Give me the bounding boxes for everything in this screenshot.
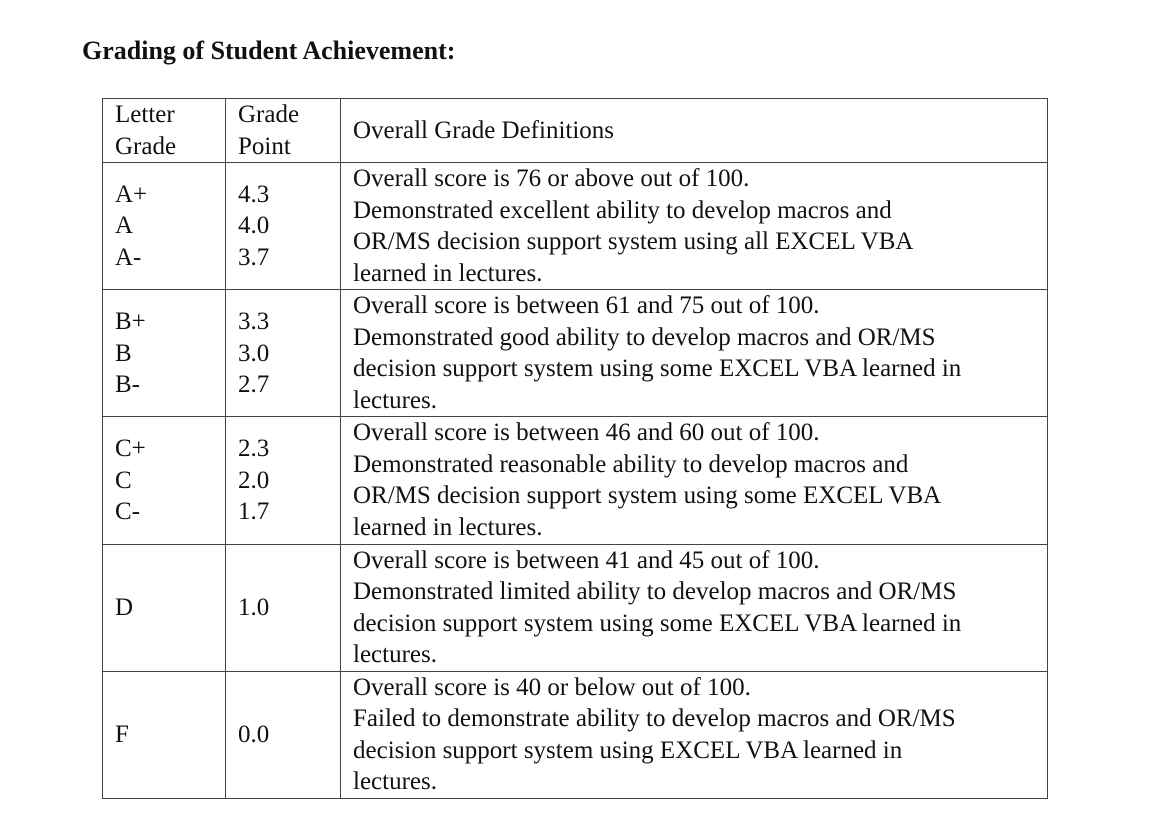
table-row — [103, 417, 1048, 544]
definition-line: Overall score is 40 or below out of 100. — [353, 673, 751, 701]
definition-cell — [341, 290, 1048, 417]
definition-line: OR/MS decision support system using some EXCEL VBA — [353, 482, 942, 510]
definition-cell — [341, 163, 1048, 290]
definition-line: Demonstrated good ability to develop macros and OR/MS — [353, 323, 936, 351]
definition-line: Demonstrated excellent ability to develop macros and — [353, 196, 892, 224]
grade-point: 4.0 — [238, 212, 270, 240]
grade-point: 2.3 — [238, 435, 270, 463]
definition-line: lectures. — [353, 386, 437, 414]
letter-grade-cell — [103, 544, 226, 671]
grade-point-cell — [226, 163, 341, 290]
grading-table — [102, 98, 1048, 799]
definition-line: lectures. — [353, 641, 437, 669]
definition-cell — [341, 417, 1048, 544]
grade-point: 3.7 — [238, 243, 270, 271]
letter-grade-cell — [103, 163, 226, 290]
letter-grade: C+ — [115, 435, 146, 463]
grade-point: 2.0 — [238, 466, 270, 494]
definition-line: Demonstrated reasonable ability to develop macros and — [353, 450, 909, 478]
letter-grade: A — [115, 212, 134, 240]
letter-grade: B+ — [115, 308, 146, 336]
letter-grade-cell — [103, 290, 226, 417]
letter-grade-cell — [103, 671, 226, 798]
letter-grade: B — [115, 339, 132, 367]
definition-line: Overall score is 76 or above out of 100. — [353, 165, 750, 193]
grade-point: 1.7 — [238, 498, 270, 526]
letter-grade: F — [115, 721, 129, 749]
definition-line: Failed to demonstrate ability to develop macros and OR/MS — [353, 705, 956, 733]
definition-cell — [341, 671, 1048, 798]
header-text: Overall Grade Definitions — [353, 116, 615, 144]
letter-grade: A+ — [115, 180, 148, 208]
letter-grade: B- — [115, 371, 140, 399]
table-row — [103, 544, 1048, 671]
grade-point: 3.0 — [238, 339, 270, 367]
definition-line: learned in lectures. — [353, 513, 543, 541]
grade-point: 3.3 — [238, 308, 270, 336]
header-letter-grade — [103, 99, 226, 163]
grade-point: 4.3 — [238, 180, 270, 208]
grade-point-cell — [226, 544, 341, 671]
header-text: Grade — [238, 101, 300, 128]
grade-point: 0.0 — [238, 721, 270, 749]
letter-grade: D — [115, 593, 134, 621]
definition-line: Demonstrated limited ability to develop macros and OR/MS — [353, 578, 957, 606]
definition-line: OR/MS decision support system using all EXCEL VBA — [353, 228, 914, 256]
letter-grade-cell — [103, 417, 226, 544]
table-row — [103, 671, 1048, 798]
definition-line: learned in lectures. — [353, 259, 543, 287]
definition-line: Overall score is between 46 and 60 out of 100. — [353, 419, 820, 447]
definition-cell — [341, 544, 1048, 671]
letter-grade: C — [115, 466, 132, 494]
header-row — [103, 99, 1048, 163]
header-text: Grade — [115, 132, 177, 160]
table-row — [103, 290, 1048, 417]
letter-grade: A- — [115, 243, 142, 271]
definition-line: Overall score is between 41 and 45 out of 100. — [353, 546, 820, 574]
definition-line: lectures. — [353, 768, 437, 796]
letter-grade: C- — [115, 498, 140, 526]
header-definitions — [341, 99, 1048, 163]
grade-point: 1.0 — [238, 593, 270, 621]
grade-point: 2.7 — [238, 371, 270, 399]
header-grade-point — [226, 99, 341, 163]
definition-line: decision support system using some EXCEL VBA learned in — [353, 355, 962, 383]
grade-point-cell — [226, 290, 341, 417]
definition-line: decision support system using some EXCEL VBA learned in — [353, 609, 962, 637]
page-heading: Grading of Student Achievement: — [82, 36, 456, 65]
header-text: Point — [238, 132, 291, 160]
definition-line: Overall score is between 61 and 75 out of 100. — [353, 292, 820, 320]
table-row — [103, 163, 1048, 290]
definition-line: decision support system using EXCEL VBA learned in — [353, 736, 903, 764]
grade-point-cell — [226, 671, 341, 798]
header-text: Letter — [115, 101, 175, 128]
grade-point-cell — [226, 417, 341, 544]
